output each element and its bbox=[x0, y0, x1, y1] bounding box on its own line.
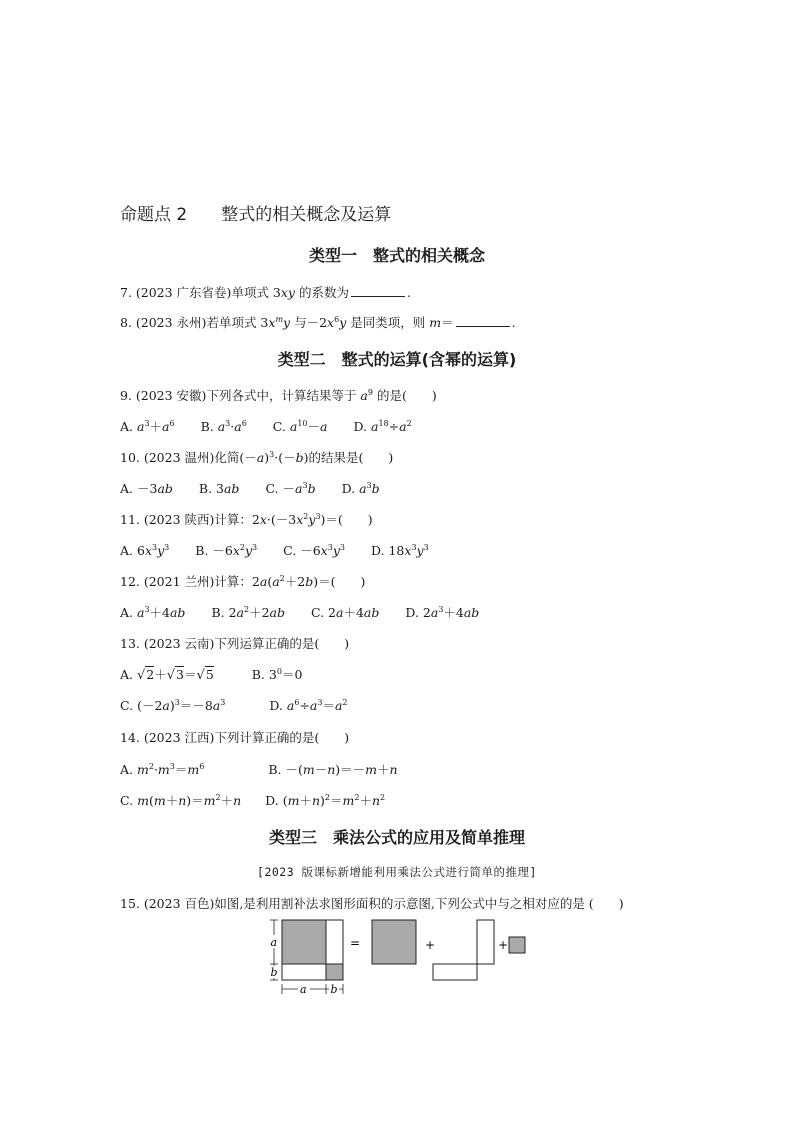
curriculum-note: [2023 版课标新增能利用乘法公式进行简单的推理] bbox=[257, 865, 537, 879]
question-9: 9. (2023 安徽)下列各式中，计算结果等于 $a^9$ 的是( ) bbox=[120, 388, 437, 403]
option-b[interactable]: B. $2a^2+2ab$ bbox=[211, 605, 285, 620]
equals-sign: = bbox=[350, 936, 361, 950]
result-rect-vertical bbox=[477, 920, 494, 964]
option-c[interactable]: C. $-6x^3y^3$ bbox=[283, 543, 345, 558]
plus-sign-1: + bbox=[425, 938, 436, 952]
type-two-title: 类型二 整式的运算(含幂的运算) bbox=[277, 350, 517, 369]
option-d[interactable]: D. $18x^3y^3$ bbox=[370, 543, 429, 558]
question-15: 15. (2023 百色)如图,是利用割补法求图形面积的示意图,下列公式中与之相对应的是 ( ) bbox=[120, 896, 624, 911]
answer-blank[interactable] bbox=[456, 314, 510, 327]
option-d[interactable]: D. $(m+n)^2=m^2+n^2$ bbox=[265, 793, 386, 808]
rect-ab-right bbox=[326, 920, 343, 964]
question-10: 10. (2023 温州)化简$(-a)^3\cdot(-b)$的结果是( ) bbox=[120, 450, 394, 465]
question-13: 13. (2023 云南)下列运算正确的是( ) bbox=[120, 636, 350, 651]
option-a[interactable]: A. －3ab bbox=[120, 481, 173, 496]
option-d[interactable]: D. $a^3b$ bbox=[341, 481, 380, 496]
question-11: 11. (2023 陕西)计算：$2x\cdot(-3x^2y^3)=$( ) bbox=[120, 512, 373, 527]
option-b[interactable]: B. $a^3\cdot a^6$ bbox=[200, 419, 247, 434]
option-b[interactable]: B. $-6x^2y^3$ bbox=[195, 543, 258, 558]
question-12-options bbox=[120, 603, 501, 621]
area-diagram bbox=[262, 917, 542, 999]
option-a[interactable]: A. $a^3+a^6$ bbox=[120, 419, 175, 434]
result-square-b bbox=[509, 937, 525, 953]
section-number: 命题点 2 bbox=[120, 205, 188, 225]
option-c[interactable]: C. 2a＋4ab bbox=[310, 605, 380, 620]
plus-sign-2: + bbox=[498, 938, 509, 952]
label-b-horizontal: b bbox=[330, 983, 338, 996]
question-13-options-row1 bbox=[120, 665, 324, 683]
option-a[interactable]: A. √2＋√3＝√5 bbox=[120, 667, 214, 683]
option-a[interactable]: A. $a^3+4ab$ bbox=[120, 605, 186, 620]
question-14: 14. (2023 江西)下列计算正确的是( ) bbox=[120, 730, 350, 745]
option-c[interactable]: C. $(-2a)^3=-8a^3$ bbox=[120, 698, 226, 713]
option-a[interactable]: A. $m^2\cdot m^3=m^6$ bbox=[120, 762, 205, 777]
answer-blank[interactable] bbox=[351, 284, 405, 297]
option-d[interactable]: D. $2a^3+4ab$ bbox=[405, 605, 480, 620]
option-c[interactable]: C. $-a^3b$ bbox=[265, 481, 316, 496]
question-8: 8. (2023 永州)若单项式 $3x^my$ 与$-2x^6y$ 是同类项，则 m＝ . bbox=[120, 315, 516, 330]
section-heading: 整式的相关概念及运算 bbox=[221, 205, 392, 225]
question-7: 7. (2023 广东省卷)单项式 3xy 的系数为 . bbox=[120, 285, 411, 300]
question-10-options bbox=[120, 479, 402, 497]
option-d[interactable]: D. $a^{18}\div a^2$ bbox=[353, 419, 412, 434]
result-square-a bbox=[372, 920, 416, 964]
question-9-options bbox=[120, 417, 434, 435]
option-b[interactable]: B. 3ab bbox=[198, 481, 240, 496]
option-c[interactable]: C. $m(m+n)=m^2+n$ bbox=[120, 793, 242, 808]
question-14-options-row1 bbox=[120, 760, 420, 778]
result-rect-horizontal bbox=[433, 964, 477, 980]
rect-ab-bottom bbox=[282, 964, 326, 980]
question-13-options-row2 bbox=[120, 696, 370, 714]
label-a-horizontal: a bbox=[300, 983, 307, 996]
option-b[interactable]: B. $3^0=0$ bbox=[251, 667, 303, 682]
option-c[interactable]: C. $a^{10}-a$ bbox=[272, 419, 328, 434]
label-a-vertical: a bbox=[270, 936, 278, 949]
type-three-title: 类型三 乘法公式的应用及简单推理 bbox=[268, 828, 525, 847]
label-b-vertical: b bbox=[270, 966, 278, 979]
type-one-title: 类型一 整式的相关概念 bbox=[308, 246, 485, 265]
option-d[interactable]: D. $a^6\div a^3=a^2$ bbox=[269, 698, 348, 713]
question-12: 12. (2021 兰州)计算：$2a(a^2+2b)=$( ) bbox=[120, 574, 366, 589]
section-title bbox=[120, 200, 391, 225]
square-a bbox=[282, 920, 326, 964]
option-a[interactable]: A. $6x^3y^3$ bbox=[120, 543, 170, 558]
question-14-options-row2 bbox=[120, 791, 407, 809]
question-11-options bbox=[120, 541, 451, 559]
square-b bbox=[326, 964, 343, 980]
option-b[interactable]: B. －(m－n)＝－m＋n bbox=[268, 762, 398, 777]
